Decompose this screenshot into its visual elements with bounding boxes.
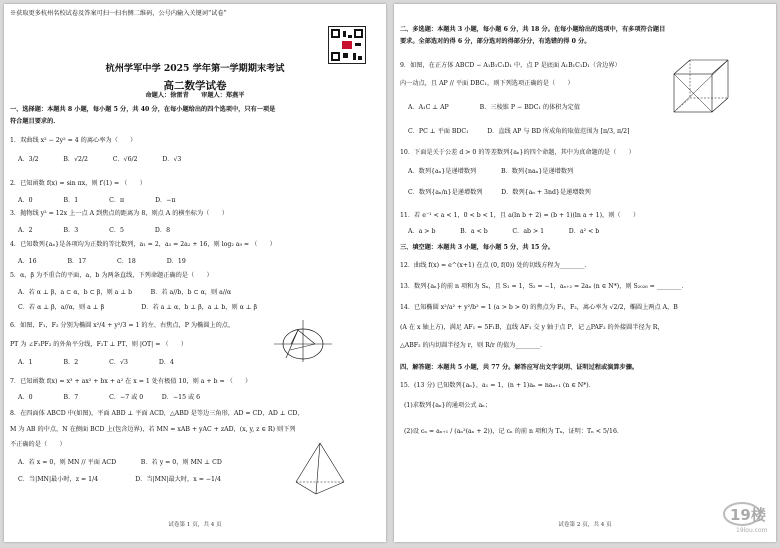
question-7-options: A．0 B．7 C．−7 或 0 D．−15 或 6 <box>18 394 201 401</box>
question-1-options: A．3/2 B．√2/2 C．√6/2 D．√3 <box>18 156 182 163</box>
question-10-options-cd: C．数列{aₙ/n}是递增数列 D．数列{aₙ + 3nd}是递增数列 <box>408 189 591 196</box>
question-12: 12．曲线 f(x) = e^(x+1) 在点 (0, f(0)) 处的切线方程为________． <box>400 262 591 269</box>
tetrahedron-figure <box>292 440 348 496</box>
question-7: 7．已知函数 f(x) = x³ + ax² + bx + a² 在 x = 1 处有极值 10，则 a + b = （ ） <box>10 378 252 385</box>
question-8-options-cd: C．当|MN|最小时，z = 1/4 D．当|MN|最大时，x = −1/4 <box>18 476 221 483</box>
question-4-options: A．16 B．17 C．18 D．19 <box>18 258 186 265</box>
top-note: ※获取更多杭州名校试卷及答案可扫一扫右侧二维码，公号内输入关键词“试卷” <box>10 10 227 17</box>
question-6-cont: PT 为 ∠F₁PF₂ 的外角平分线，F₂T ⊥ PT，则 |OT| = （ ） <box>10 341 188 348</box>
ellipse-figure <box>272 318 334 364</box>
qr-code-icon <box>328 26 366 64</box>
exam-authors: 命题人：徐雷青 审题人：郑燕平 <box>145 92 245 99</box>
section-heading: 二、多选题：本题共 3 小题，每小题 6 分，共 18 分。在每小题给出的选项中，有多项符合题目 <box>400 26 666 33</box>
exam-subtitle: 高二数学试卷 <box>163 80 227 92</box>
question-1: 1．双曲线 x² − 2y² = 4 的离心率为（ ） <box>10 137 137 144</box>
question-14: 14．已知椭圆 x²/a² + y²/b² = 1 (a > b > 0) 的焦点为 F₁，F₂，离心率为 √2/2，椭圆上两点 A，B <box>400 304 678 311</box>
question-9-cont: 内一动点，且 AP // 平面 DBC₁，则下列选项正确的是（ ） <box>400 80 574 87</box>
question-2: 2．已知函数 f(x) = sin πx，则 f′(1) = （ ） <box>10 180 146 187</box>
question-8: 8．在四面体 ABCD 中(如图)，平面 ABD ⊥ 平面 ACD，△ABD 是等边三角形，AD = CD，AD ⊥ CD， <box>10 410 304 417</box>
question-5-options-ab: A．若 α ⊥ β，a ⊂ α，b ⊂ β，则 a ⊥ b B．若 a//b，b ⊂ α，则 a//α <box>18 289 232 296</box>
question-10: 10．下面是关于公差 d > 0 的等差数列{aₙ}的四个命题，其中为真命题的是（ ） <box>400 149 635 156</box>
page-footer: 试卷第 1 页，共 4 页 <box>168 522 222 528</box>
question-6: 6．如图，F₁，F₂ 分别为椭圆 x²/4 + y²/3 = 1 的左、右焦点，P 为椭圆上的点， <box>10 322 235 329</box>
question-4: 4．已知数列{aₙ}是各项均为正数的等比数列，a₁ = 2，a₃ = 2a₂ + 16，则 log₂ a₉ = （ ） <box>10 241 276 248</box>
watermark-url: 19lou.com <box>736 527 768 534</box>
question-10-options-ab: A．数列{aₙ}是递增数列 B．数列{naₙ}是递增数列 <box>408 168 574 175</box>
section-heading-answer: 四、解答题：本题共 5 小题，共 77 分。解答应写出文字说明、证明过程或演算步骤。 <box>400 364 639 371</box>
question-5-options-cd: C．若 α ⊥ β，a//α，则 a ⊥ β D．若 a ⊥ α，b ⊥ β，a ⊥ b，则 α ⊥ β <box>18 304 258 311</box>
watermark-logo <box>718 500 774 538</box>
question-11: 11．若 e⁻¹ < a < 1，0 < b < 1，且 a(ln b + 2) = (b + 1)(ln a + 1)，则（ ） <box>400 212 640 219</box>
question-13: 13．数列{aₙ}的前 n 项和为 Sₙ，且 S₁ = 1，S₂ = −1，aₙ₊₂ = 2aₙ (n ∈ N*)，则 S₂₀₂₆ = ________． <box>400 283 688 290</box>
question-15-part-2: (2)设 cₙ = aₙ₊₁ / (aₙ²(aₙ + 2))，记 cₙ 的前 n 项和为 Tₙ，证明：Tₙ < 5/16． <box>404 428 624 435</box>
exam-page-2 <box>394 4 776 542</box>
question-6-options: A．1 B．2 C．√3 D．4 <box>18 359 174 366</box>
page-footer: 试卷第 2 页，共 4 页 <box>558 522 612 528</box>
question-8-cont2: 不正确的是（ ） <box>10 441 66 448</box>
section-heading-fill: 三、填空题：本题共 3 小题，每小题 5 分，共 15 分。 <box>400 244 554 251</box>
question-5: 5．α，β 为不重合的平面，a，b 为两条直线，下列命题正确的是（ ） <box>10 272 213 279</box>
question-14-cont: (A 在 x 轴上方)，满足 AF₁ = 5F₁B，直线 AF₁ 交 y 轴于点 P，记 △PAF₂ 的外接圆半径为 R， <box>400 324 664 331</box>
question-8-options-ab: A．若 x = 0，则 MN // 平面 ACD B．若 y = 0，则 MN ⊥ CD <box>18 459 222 466</box>
question-11-options: A．a > b B．a < b C．ab > 1 D．a² < b <box>408 228 600 235</box>
watermark-logo-text: 19楼 <box>730 506 766 524</box>
question-3: 3．抛物线 y² = 12x 上一点 A 到焦点的距离为 8，则点 A 的横坐标为（ ） <box>10 210 228 217</box>
question-9-options-ab: A．A₁C ⊥ AP B．三棱锥 P − BDC₁ 的体积为定值 <box>408 104 581 111</box>
question-8-cont: M 为 AB 的中点，N 在侧面 BCD 上(包含边界)，若 MN = xAB + yAC + zAD，(x, y, z ∈ R) 则下列 <box>10 426 296 433</box>
question-9-options-cd: C．PC ⊥ 平面 BDC₁ D．直线 AP 与 BD 所成角的取值范围为 [π/3, π/2] <box>408 128 630 135</box>
19lou-logo-icon <box>718 500 774 534</box>
exam-title: 杭州学军中学 2025 学年第一学期期末考试 <box>105 63 285 74</box>
question-14-cont2: △ABF₂ 的内切圆半径为 r，则 R/r 的值为________． <box>400 342 547 349</box>
section-heading-cont: 符合题目要求的． <box>10 118 60 125</box>
section-heading-cont: 要求。全部选对的得 6 分，部分选对的得部分分，有选错的得 0 分。 <box>400 38 591 45</box>
exam-page-1 <box>4 4 386 542</box>
question-9: 9．如图，在正方体 ABCD − A₁B₁C₁D₁ 中，点 P 是底面 A₁B₁C₁D₁（含边界） <box>400 62 621 69</box>
section-heading: 一、选择题：本题共 8 小题，每小题 5 分，共 40 分，在每小题给出的四个选项中，只有一项是 <box>10 106 276 113</box>
cube-figure <box>670 56 732 120</box>
question-3-options: A．2 B．3 C．5 D．8 <box>18 227 171 234</box>
question-15: 15．(13 分) 已知数列{aₙ}，a₁ = 1，(n + 1)aₙ = naₙ₊₁ (n ∈ N*)． <box>400 382 595 389</box>
question-2-options: A．0 B．1 C．π D．−π <box>18 197 176 204</box>
question-15-part-1: (1)求数列{aₙ}的通项公式 aₙ； <box>404 402 492 409</box>
